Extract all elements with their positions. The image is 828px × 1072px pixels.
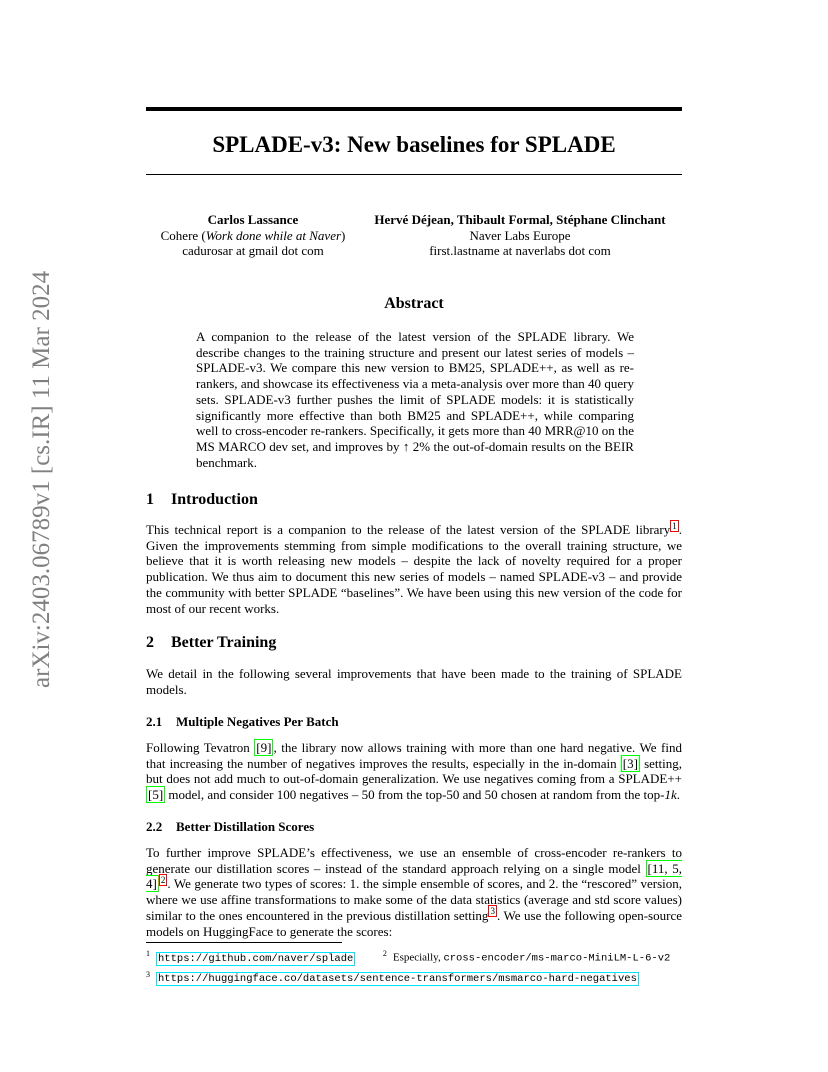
section-heading-better-training: 2 Better Training (146, 634, 277, 651)
intro-paragraph: This technical report is a companion to the release of the latest version of the SPLADE library $^1$ . Given the improvements stemming from simple modifications to the overall training structure, we believe that it is worth releasing new models – despite the lack of novelty required for a proper publication. We thus aim to document this new series of models – named SPLADE-v3 – and provide the community with better SPLADE “baselines”. We have been using this new version of the code for most of our recent works. (146, 520, 682, 616)
footnote-url-link[interactable]: https://github.com/naver/splade (158, 952, 354, 965)
citation-link[interactable]: [5] (148, 787, 164, 803)
paper-title: SPLADE-v3: New baselines for SPLADE (212, 132, 616, 157)
author-name: Carlos Lassance (207, 212, 299, 227)
footnote-code: cross-encoder/ms-marco-MiniLM-L-6-v2 (443, 952, 671, 965)
title-top-rule (146, 107, 682, 111)
author-affiliation: Naver Labs Europe (469, 227, 571, 243)
author-email: cadurosar at gmail dot com (182, 243, 324, 258)
abstract-text: A companion to the release of the latest version of the SPLADE library. We describe changes to the training structure and present our latest series of models – SPLADE-v3. We compare this new version to BM25, SPLADE++, as well as re-rankers, and showcase its effectiveness via a meta-analysis over more than 40 query sets. SPLADE-v3 further pushes the limit of SPLADE models: it is statistically significantly more effective than both BM25 and SPLADE++, while comparing well to cross-encoder re-rankers. Specifically, it gets more than 40 MRR@10 on the MS MARCO dev set, and improves by ↑ 2% the out-of-domain results on the BEIR benchmark. (196, 329, 634, 470)
author-names: Hervé Déjean, Thibault Formal, Stéphane Clinchant (374, 212, 666, 227)
author-block-1 (146, 212, 360, 259)
citation-link[interactable]: [11, 5, 4] (146, 860, 682, 892)
footnote-ref-2[interactable]: 2 (160, 875, 166, 886)
subsection-heading-negatives: 2.1 Multiple Negatives Per Batch (146, 714, 339, 729)
distillation-paragraph: To further improve SPLADE’s effectiveness, we use an ensemble of cross-encoder re-rankers to generate our distillation scores – instead of the standard approach relying on a single model [11, 5, 4] $^2$ . We generate two types of scores: 1. the simple ensemble of scores, and 2. the “rescored” version, where we use affine transformations to make some of the data statistics (average and std score values) similar to the ones encountered in the previous distillation setting $^3$ . We use the following open-source models on HuggingFace to generate the scores: (146, 845, 682, 939)
citation-link[interactable]: [9] (256, 740, 272, 755)
footnote-line: $^3$ https://huggingface.co/datasets/sentence-transformers/msmarco-hard-negatives (146, 969, 637, 986)
author-block-2 (360, 212, 680, 259)
footnote-ref-1[interactable]: 1 (672, 520, 677, 531)
footnote-line: $^1$ https://github.com/naver/splade $^2$ Especially, cross-encoder/ms-marco-MiniLM-L-6-v2 (146, 949, 671, 965)
abstract-heading: Abstract (384, 295, 444, 312)
abstract-math: ↑ 2% (402, 438, 431, 454)
training-paragraph: We detail in the following several improvements that have been made to the training of SPLADE models. (146, 666, 682, 697)
title-bottom-rule (146, 174, 682, 175)
footnote-url-link[interactable]: https://huggingface.co/datasets/sentence-transformers/msmarco-hard-negatives (158, 973, 637, 986)
footnotes (146, 946, 686, 987)
author-affiliation: Cohere (Work done while at Naver) (160, 227, 346, 243)
negatives-paragraph: Following Tevatron [9] , the library now allows training with more than one hard negative. We find that increasing the number of negatives improves the results, especially in the in-domain [3] setting, but does not add much to out-of-domain generalization. We use negatives coming from a SPLADE++ [5] model, and consider 100 negatives – 50 from the top-50 and 50 chosen at random from the top-1k. (146, 740, 682, 803)
author-email: first.lastname at naverlabs dot com (429, 243, 611, 258)
citation-link[interactable]: [3] (622, 755, 638, 771)
footnote-ref-3[interactable]: 3 (490, 906, 495, 917)
section-heading-introduction: 1 Introduction (146, 491, 258, 508)
footnote-rule (146, 942, 342, 943)
arxiv-identifier: arXiv:2403.06789v1 [cs.IR] 11 Mar 2024 (28, 270, 55, 688)
subsection-heading-distillation: 2.2 Better Distillation Scores (146, 819, 315, 834)
